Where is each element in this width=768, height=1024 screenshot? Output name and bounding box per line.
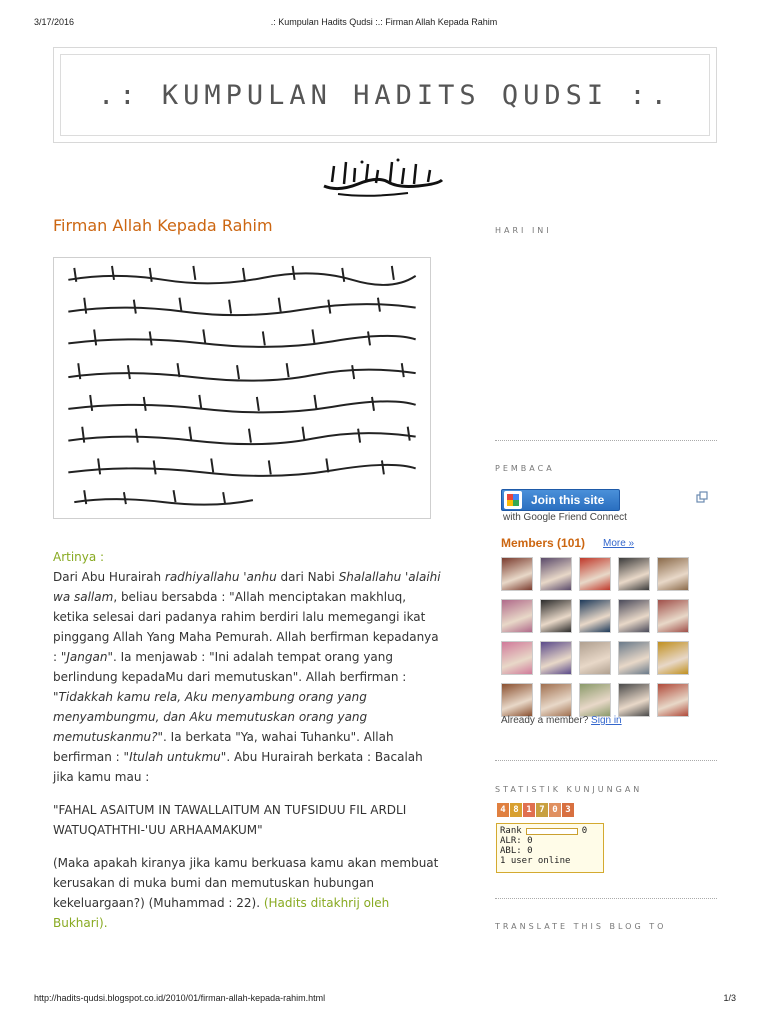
members-count: Members (101) xyxy=(501,536,586,550)
widget-title-statistik: STATISTIK KUNJUNGAN xyxy=(495,785,643,794)
already-member-text: Already a member? Sign in xyxy=(501,715,622,726)
sign-in-link[interactable]: Sign in xyxy=(591,715,622,726)
counter-digit: 3 xyxy=(562,803,574,817)
expand-icon[interactable] xyxy=(696,491,708,503)
members-grid xyxy=(501,557,691,717)
counter-digit: 7 xyxy=(536,803,548,817)
widget-divider xyxy=(495,898,717,899)
widget-title-translate: TRANSLATE THIS BLOG TO xyxy=(495,922,667,931)
member-avatar[interactable] xyxy=(501,641,533,675)
member-avatar[interactable] xyxy=(618,641,650,675)
visit-counter[interactable] xyxy=(497,803,574,817)
member-avatar[interactable] xyxy=(579,683,611,717)
widget-divider xyxy=(495,760,717,761)
member-avatar[interactable] xyxy=(540,683,572,717)
print-url: http://hadits-qudsi.blogspot.co.id/2010/01/firman-allah-kepada-rahim.html xyxy=(34,993,326,1003)
member-avatar[interactable] xyxy=(657,557,689,591)
counter-digit: 4 xyxy=(497,803,509,817)
rank-bar xyxy=(526,828,578,835)
basmala-calligraphy-image xyxy=(318,156,448,198)
google-friend-connect-icon xyxy=(504,491,522,509)
member-avatar[interactable] xyxy=(579,641,611,675)
member-avatar[interactable] xyxy=(501,599,533,633)
widget-divider xyxy=(495,440,717,441)
hadith-source: (Hadits ditakhrij oleh Bukhari). xyxy=(53,896,390,930)
member-avatar[interactable] xyxy=(540,599,572,633)
artinya-label: Artinya : xyxy=(53,550,105,564)
member-avatar[interactable] xyxy=(579,599,611,633)
member-avatar[interactable] xyxy=(657,683,689,717)
post-body xyxy=(53,547,443,933)
print-date: 3/17/2016 xyxy=(34,17,75,27)
member-avatar[interactable] xyxy=(618,599,650,633)
join-this-site-button[interactable] xyxy=(501,489,620,511)
quran-transliteration: "FAHAL ASAITUM IN TAWALLAITUM AN TUFSIDUU FIL ARDLI WATUQATHTHI-'UU ARHAAMAKUM" xyxy=(53,803,407,837)
member-avatar[interactable] xyxy=(540,557,572,591)
member-avatar[interactable] xyxy=(501,683,533,717)
post-title[interactable]: Firman Allah Kepada Rahim xyxy=(53,216,273,235)
alr-stat: ALR: 0 xyxy=(500,836,533,846)
member-avatar[interactable] xyxy=(657,641,689,675)
more-members-link[interactable]: More » xyxy=(603,538,635,549)
abl-stat: ABL: 0 xyxy=(500,846,533,856)
blog-header xyxy=(53,47,717,143)
join-button-label: Join this site xyxy=(531,493,605,507)
blog-header-inner xyxy=(60,54,710,136)
print-page-number: 1/3 xyxy=(723,993,736,1003)
gfc-caption: with Google Friend Connect xyxy=(503,512,627,523)
quran-translation: (Maka apakah kiranya jika kamu berkuasa kamu akan membuat kerusakan di muka bumi dan memutuskan hubungan kekeluargaan?) (Muhammad : 22). (Hadits ditakhrij oleh Bukhari). xyxy=(53,856,439,930)
arabic-hadith-image xyxy=(53,257,431,519)
widget-title-hari-ini: HARI INI xyxy=(495,226,552,235)
counter-digit: 1 xyxy=(523,803,535,817)
blog-title[interactable]: .: KUMPULAN HADITS QUDSI :. xyxy=(98,79,672,111)
counter-digit: 8 xyxy=(510,803,522,817)
member-avatar[interactable] xyxy=(501,557,533,591)
member-avatar[interactable] xyxy=(657,599,689,633)
member-avatar[interactable] xyxy=(618,683,650,717)
counter-digit: 0 xyxy=(549,803,561,817)
users-online: 1 user online xyxy=(500,856,571,866)
widget-title-pembaca: PEMBACA xyxy=(495,464,555,473)
print-title: .: Kumpulan Hadits Qudsi :.: Firman Allah Kepada Rahim xyxy=(270,17,498,27)
rank-row: Rank 0 xyxy=(500,826,588,836)
hadith-translation-paragraph: Dari Abu Hurairah radhiyallahu 'anhu dari Nabi Shalallahu 'alaihi wa sallam, beliau bersabda : "Allah menciptakan makhluq, ketika selesai dari padanya rahim berdiri lalu memegangi ikat pinggang Allah Yang Maha Pemurah. Allah berfirman kepadanya : "Jangan". Ia menjawab : "Ini adalah tempat orang yang berlindung kepadaMu dari memutuskan". Allah berfirman : "Tidakkah kamu rela, Aku menyambung orang yang menyambungmu, dan Aku memutuskan orang yang memutuskanmu?". Ia berkata "Ya, wahai Tuhanku". Allah berfirman : "Itulah untukmu". Abu Hurairah berkata : Bacalah jika kamu mau : xyxy=(53,570,441,784)
member-avatar[interactable] xyxy=(618,557,650,591)
member-avatar[interactable] xyxy=(540,641,572,675)
stats-box[interactable] xyxy=(496,823,604,873)
member-avatar[interactable] xyxy=(579,557,611,591)
